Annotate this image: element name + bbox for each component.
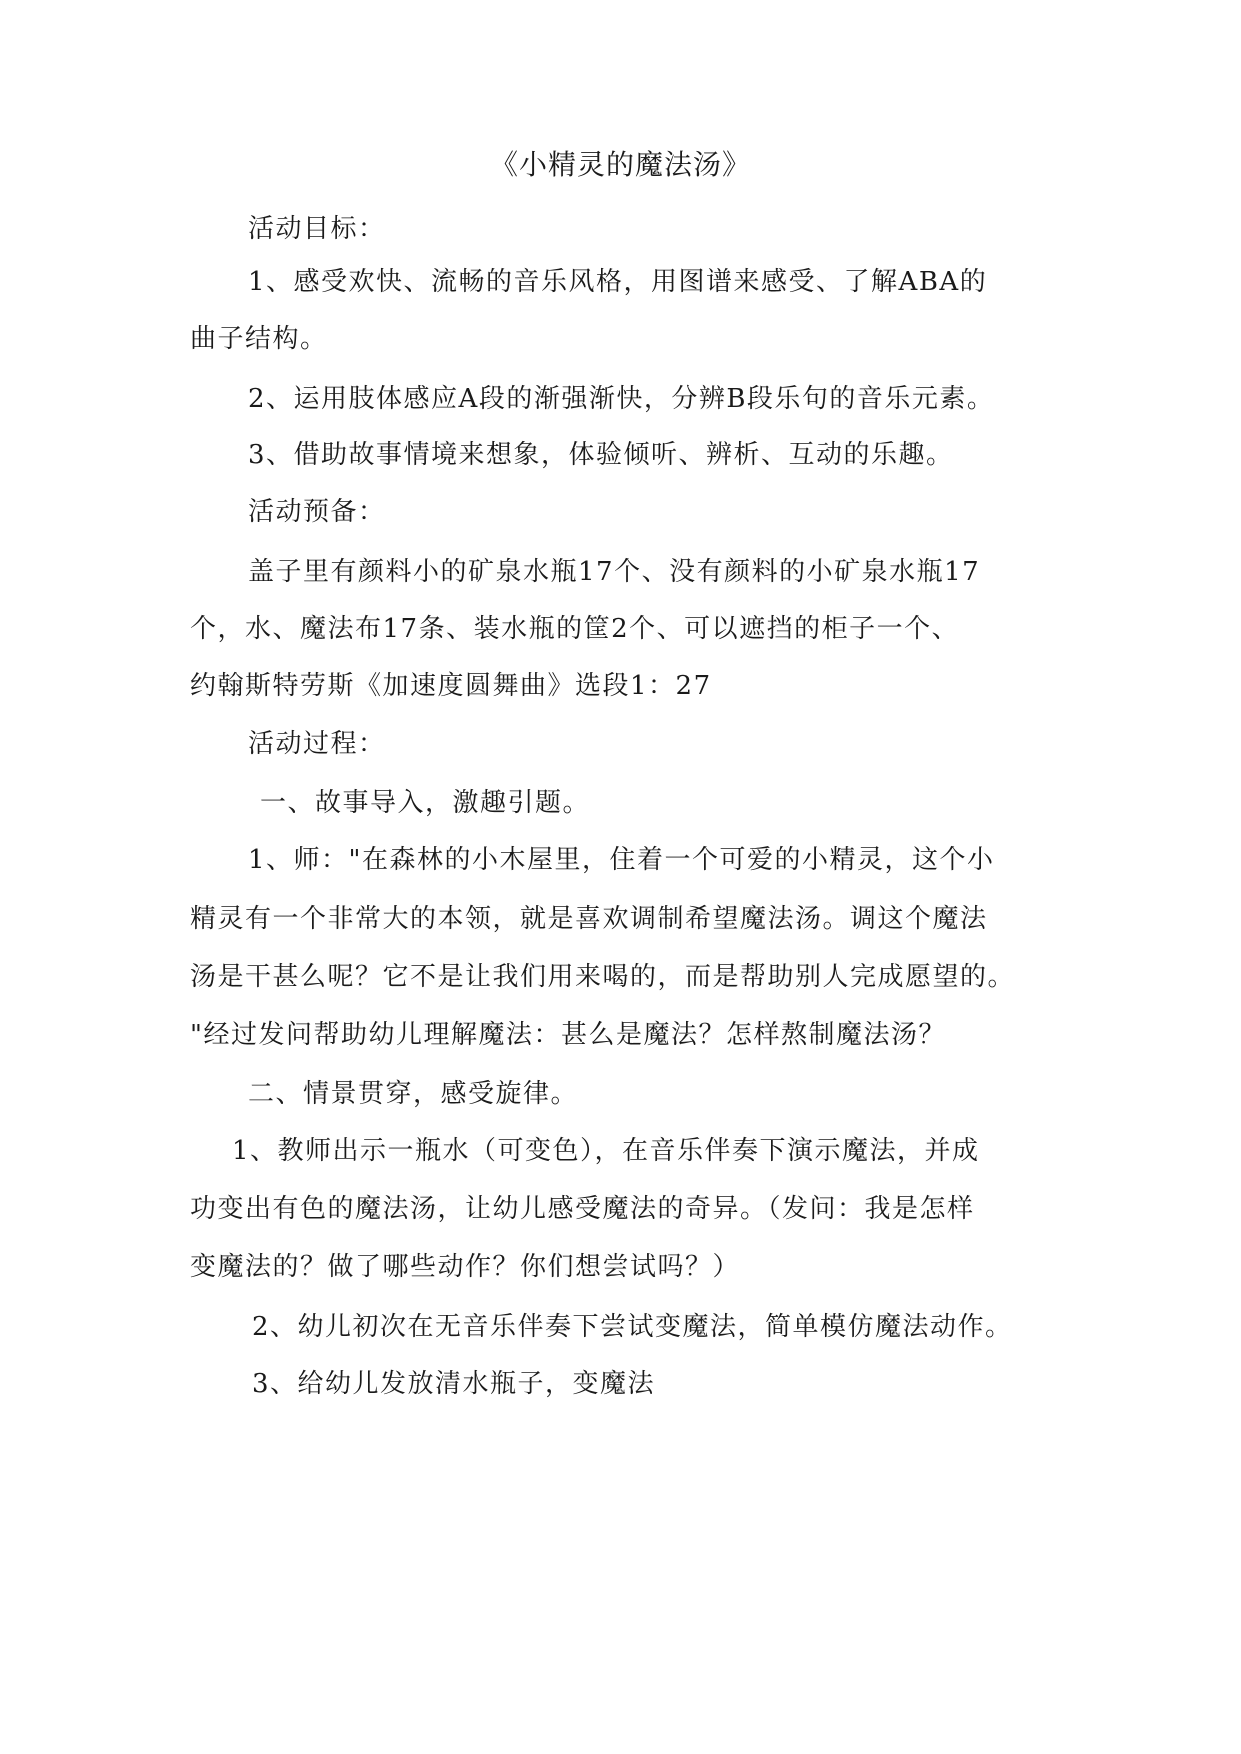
paragraph-line: 曲子结构。 [190, 324, 328, 354]
paragraph-line: 变魔法的？做了哪些动作？你们想尝试吗？） [190, 1252, 741, 1282]
paragraph-line: 1、教师出示一瓶水（可变色），在音乐伴奏下演示魔法，并成 [232, 1136, 980, 1166]
paragraph-line: 1、师："在森林的小木屋里，住着一个可爱的小精灵，这个小 [248, 845, 995, 875]
paragraph-line: 盖子里有颜料小的矿泉水瓶17个、没有颜料的小矿泉水瓶17 [248, 557, 981, 587]
paragraph-line: 3、给幼儿发放清水瓶子，变魔法 [252, 1369, 656, 1399]
subsection-heading: 二、情景贯穿，感受旋律。 [248, 1079, 579, 1109]
paragraph-line: 汤是干甚么呢？它不是让我们用来喝的，而是帮助别人完成愿望的。 [190, 962, 1016, 992]
paragraph-line: 约翰斯特劳斯《加速度圆舞曲》选段1：27 [190, 671, 712, 701]
section-heading-goals: 活动目标： [248, 214, 386, 244]
section-heading-process: 活动过程： [248, 729, 386, 759]
paragraph-line: 2、幼儿初次在无音乐伴奏下尝试变魔法，简单模仿魔法动作。 [252, 1312, 1013, 1342]
paragraph-line: "经过发问帮助幼儿理解魔法：甚么是魔法？怎样熬制魔法汤？ [190, 1020, 946, 1050]
paragraph-line: 个，水、魔法布17条、装水瓶的筐2个、可以遮挡的柜子一个、 [190, 614, 960, 644]
paragraph-line: 精灵有一个非常大的本领，就是喜欢调制希望魔法汤。调这个魔法 [190, 904, 988, 934]
section-heading-preparation: 活动预备： [248, 497, 386, 527]
document-title: 《小精灵的魔法汤》 [489, 148, 751, 181]
paragraph-line: 1、感受欢快、流畅的音乐风格，用图谱来感受、了解ABA的 [248, 267, 988, 297]
paragraph-line: 2、运用肢体感应A段的渐强渐快，分辨B段乐句的音乐元素。 [248, 384, 995, 414]
paragraph-line: 3、借助故事情境来想象，体验倾听、辨析、互动的乐趣。 [248, 440, 954, 470]
subsection-heading: 一、故事导入，激趣引题。 [260, 788, 591, 818]
paragraph-line: 功变出有色的魔法汤，让幼儿感受魔法的奇异。（发问：我是怎样 [190, 1194, 975, 1224]
